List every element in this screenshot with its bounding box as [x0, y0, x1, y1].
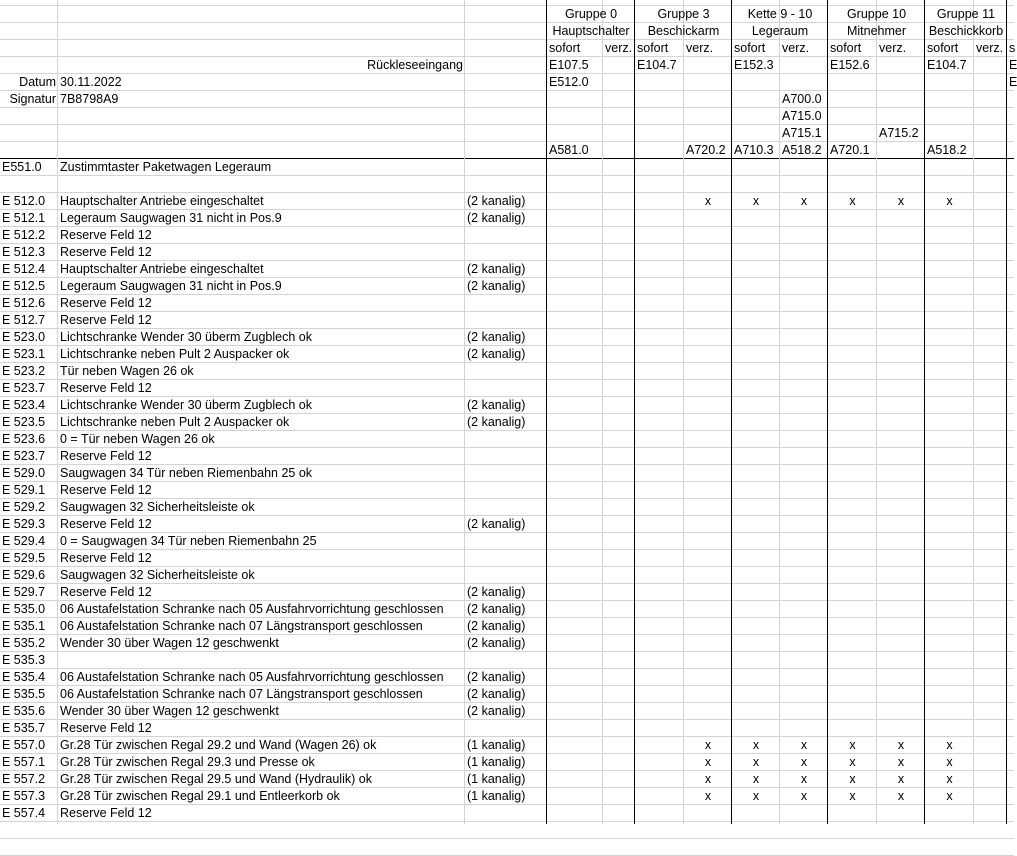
- signal-code[interactable]: E 523.1: [2, 347, 46, 361]
- check-mark[interactable]: x: [704, 755, 712, 769]
- check-mark[interactable]: x: [800, 789, 808, 803]
- signal-description[interactable]: Lichtschranke neben Pult 2 Auspacker ok: [60, 347, 290, 361]
- signal-description[interactable]: Saugwagen 32 Sicherheitsleiste ok: [60, 568, 255, 582]
- signal-description[interactable]: Zustimmtaster Paketwagen Legeraum: [60, 160, 272, 174]
- check-mark[interactable]: x: [897, 194, 905, 208]
- address-cell[interactable]: E104.7: [927, 58, 967, 72]
- address-cell[interactable]: E512.0: [549, 75, 589, 89]
- address-cell[interactable]: A715.0: [782, 109, 822, 123]
- check-mark[interactable]: x: [800, 772, 808, 786]
- signal-description[interactable]: 06 Austafelstation Schranke nach 07 Längstransport geschlossen: [60, 687, 423, 701]
- signal-code[interactable]: E 557.2: [2, 772, 46, 786]
- channel-info[interactable]: (2 kanalig): [467, 687, 526, 701]
- check-mark[interactable]: x: [897, 789, 905, 803]
- channel-info[interactable]: (2 kanalig): [467, 262, 526, 276]
- check-mark[interactable]: x: [946, 194, 953, 208]
- check-mark[interactable]: x: [849, 755, 856, 769]
- channel-info[interactable]: (1 kanalig): [467, 789, 526, 803]
- cut-off-cell[interactable]: E: [1009, 58, 1017, 72]
- signal-description[interactable]: Reserve Feld 12: [60, 449, 152, 463]
- channel-info[interactable]: (2 kanalig): [467, 619, 526, 633]
- address-cell[interactable]: A518.2: [782, 143, 822, 157]
- signal-description[interactable]: 0 = Saugwagen 34 Tür neben Riemenbahn 25: [60, 534, 317, 548]
- signal-code[interactable]: E 535.5: [2, 687, 46, 701]
- signal-code[interactable]: E 512.7: [2, 313, 46, 327]
- signal-code[interactable]: E 529.0: [2, 466, 46, 480]
- signal-code[interactable]: E 535.7: [2, 721, 46, 735]
- check-mark[interactable]: x: [849, 194, 856, 208]
- address-cell[interactable]: A715.1: [782, 126, 822, 140]
- signal-code[interactable]: E 535.3: [2, 653, 46, 667]
- signal-code[interactable]: E 557.3: [2, 789, 46, 803]
- ruecklese-label[interactable]: Rückleseeingang: [367, 58, 463, 72]
- signal-code[interactable]: E 535.0: [2, 602, 46, 616]
- signal-description[interactable]: Legeraum Saugwagen 31 nicht in Pos.9: [60, 211, 282, 225]
- channel-info[interactable]: (2 kanalig): [467, 194, 526, 208]
- signal-description[interactable]: 06 Austafelstation Schranke nach 05 Ausfahrvorrichtung geschlossen: [60, 670, 444, 684]
- sub-header-verz[interactable]: verz.: [686, 41, 714, 55]
- signal-code[interactable]: E 529.4: [2, 534, 46, 548]
- signal-description[interactable]: Gr.28 Tür zwischen Regal 29.3 und Presse ok: [60, 755, 315, 769]
- check-mark[interactable]: x: [800, 738, 808, 752]
- signal-description[interactable]: Reserve Feld 12: [60, 551, 152, 565]
- check-mark[interactable]: x: [946, 789, 953, 803]
- address-cell[interactable]: A715.2: [879, 126, 919, 140]
- signal-code[interactable]: E 535.2: [2, 636, 46, 650]
- channel-info[interactable]: (2 kanalig): [467, 602, 526, 616]
- check-mark[interactable]: x: [752, 772, 760, 786]
- signal-description[interactable]: Reserve Feld 12: [60, 517, 152, 531]
- sub-header-verz[interactable]: verz.: [782, 41, 810, 55]
- address-cell[interactable]: A720.1: [830, 143, 870, 157]
- signal-code[interactable]: E 523.6: [2, 432, 46, 446]
- sub-header-sofort[interactable]: sofort: [927, 41, 959, 55]
- channel-info[interactable]: (1 kanalig): [467, 738, 526, 752]
- signal-description[interactable]: Tür neben Wagen 26 ok: [60, 364, 194, 378]
- group-name[interactable]: Hauptschalter: [552, 24, 630, 38]
- group-border-line: [1006, 0, 1007, 824]
- signal-code[interactable]: E 557.1: [2, 755, 46, 769]
- check-mark[interactable]: x: [800, 194, 808, 208]
- signal-code[interactable]: E 512.5: [2, 279, 46, 293]
- channel-info[interactable]: (2 kanalig): [467, 398, 526, 412]
- group-name[interactable]: Beschickkorb: [928, 24, 1004, 38]
- sub-header-verz[interactable]: verz.: [879, 41, 907, 55]
- check-mark[interactable]: x: [800, 755, 808, 769]
- check-mark[interactable]: x: [849, 789, 856, 803]
- signal-code[interactable]: E 523.4: [2, 398, 46, 412]
- check-mark[interactable]: x: [897, 755, 905, 769]
- signal-description[interactable]: Lichtschranke neben Pult 2 Auspacker ok: [60, 415, 290, 429]
- signal-description[interactable]: Hauptschalter Antriebe eingeschaltet: [60, 194, 264, 208]
- group-title[interactable]: Gruppe 10: [846, 7, 907, 21]
- signal-code[interactable]: E 557.0: [2, 738, 46, 752]
- check-mark[interactable]: x: [704, 194, 712, 208]
- signal-description[interactable]: Reserve Feld 12: [60, 721, 152, 735]
- channel-info[interactable]: (2 kanalig): [467, 347, 526, 361]
- grid-col-line: [57, 0, 58, 824]
- address-cell[interactable]: E152.6: [830, 58, 870, 72]
- channel-info[interactable]: (1 kanalig): [467, 772, 526, 786]
- channel-info[interactable]: (2 kanalig): [467, 415, 526, 429]
- address-cell[interactable]: E107.5: [549, 58, 589, 72]
- check-mark[interactable]: x: [849, 738, 856, 752]
- grid-col-line: [779, 0, 780, 824]
- address-cell[interactable]: E104.7: [637, 58, 677, 72]
- signal-description[interactable]: Reserve Feld 12: [60, 313, 152, 327]
- signal-description[interactable]: Gr.28 Tür zwischen Regal 29.1 und Entleerkorb ok: [60, 789, 340, 803]
- signal-description[interactable]: Reserve Feld 12: [60, 585, 152, 599]
- datum-label[interactable]: Datum: [19, 75, 56, 89]
- check-mark[interactable]: x: [752, 738, 760, 752]
- group-name[interactable]: Mitnehmer: [846, 24, 907, 38]
- grid-col-line: [876, 0, 877, 824]
- signal-description[interactable]: Saugwagen 32 Sicherheitsleiste ok: [60, 500, 255, 514]
- sub-header-verz[interactable]: verz.: [605, 41, 633, 55]
- signal-description[interactable]: Legeraum Saugwagen 31 nicht in Pos.9: [60, 279, 282, 293]
- check-mark[interactable]: x: [946, 755, 953, 769]
- group-title[interactable]: Gruppe 11: [936, 7, 996, 21]
- group-border-line: [546, 0, 547, 824]
- signal-code[interactable]: E 512.6: [2, 296, 46, 310]
- sub-header-sofort[interactable]: sofort: [549, 41, 581, 55]
- signal-code[interactable]: E551.0: [2, 160, 42, 174]
- group-title[interactable]: Kette 9 - 10: [747, 7, 813, 21]
- channel-info[interactable]: (2 kanalig): [467, 279, 526, 293]
- signal-description[interactable]: Reserve Feld 12: [60, 483, 152, 497]
- grid-col-line: [464, 0, 465, 824]
- signal-description[interactable]: Lichtschranke Wender 30 überm Zugblech ok: [60, 330, 312, 344]
- signal-code[interactable]: E 535.1: [2, 619, 46, 633]
- signal-code[interactable]: E 529.1: [2, 483, 46, 497]
- address-cell[interactable]: A581.0: [549, 143, 589, 157]
- signal-code[interactable]: E 523.7: [2, 381, 46, 395]
- grid-row-line: [0, 838, 1014, 839]
- signal-code[interactable]: E 523.0: [2, 330, 46, 344]
- signal-description[interactable]: Wender 30 über Wagen 12 geschwenkt: [60, 704, 279, 718]
- signal-description[interactable]: Gr.28 Tür zwischen Regal 29.5 und Wand (Hydraulik) ok: [60, 772, 372, 786]
- check-mark[interactable]: x: [897, 772, 905, 786]
- address-cell[interactable]: A720.2: [686, 143, 726, 157]
- signal-description[interactable]: Reserve Feld 12: [60, 381, 152, 395]
- group-border-line: [924, 0, 925, 824]
- signal-code[interactable]: E 523.5: [2, 415, 46, 429]
- signal-description[interactable]: Reserve Feld 12: [60, 245, 152, 259]
- signal-code[interactable]: E 512.3: [2, 245, 46, 259]
- signal-code[interactable]: E 529.5: [2, 551, 46, 565]
- signal-code[interactable]: E 557.4: [2, 806, 46, 820]
- signal-description[interactable]: Reserve Feld 12: [60, 806, 152, 820]
- signal-description[interactable]: 06 Austafelstation Schranke nach 07 Längstransport geschlossen: [60, 619, 423, 633]
- grid-col-line: [683, 0, 684, 824]
- channel-info[interactable]: (2 kanalig): [467, 517, 526, 531]
- group-title[interactable]: Gruppe 0: [564, 7, 618, 21]
- signal-description[interactable]: Hauptschalter Antriebe eingeschaltet: [60, 262, 264, 276]
- signal-code[interactable]: E 512.4: [2, 262, 46, 276]
- grid-col-line: [973, 0, 974, 824]
- channel-info[interactable]: (2 kanalig): [467, 670, 526, 684]
- address-cell[interactable]: E152.3: [734, 58, 774, 72]
- check-mark[interactable]: x: [704, 789, 712, 803]
- signal-description[interactable]: Reserve Feld 12: [60, 228, 152, 242]
- signal-code[interactable]: E 535.6: [2, 704, 46, 718]
- signal-description[interactable]: Gr.28 Tür zwischen Regal 29.2 und Wand (Wagen 26) ok: [60, 738, 377, 752]
- channel-info[interactable]: (1 kanalig): [467, 755, 526, 769]
- signatur-value[interactable]: 7B8798A9: [60, 92, 119, 106]
- group-border-line: [731, 0, 732, 824]
- sub-header-sofort[interactable]: sofort: [830, 41, 862, 55]
- signal-description[interactable]: 06 Austafelstation Schranke nach 05 Ausfahrvorrichtung geschlossen: [60, 602, 444, 616]
- signal-code[interactable]: E 529.6: [2, 568, 46, 582]
- signal-code[interactable]: E 512.0: [2, 194, 46, 208]
- address-cell[interactable]: A518.2: [927, 143, 967, 157]
- grid-row-line: [0, 124, 1014, 125]
- channel-info[interactable]: (2 kanalig): [467, 636, 526, 650]
- signatur-label[interactable]: Signatur: [9, 92, 56, 106]
- datum-value[interactable]: 30.11.2022: [60, 75, 122, 89]
- group-border-line: [634, 0, 635, 824]
- group-border-line: [827, 0, 828, 824]
- signal-description[interactable]: Saugwagen 34 Tür neben Riemenbahn 25 ok: [60, 466, 313, 480]
- group-name[interactable]: Legeraum: [751, 24, 809, 38]
- channel-info[interactable]: (2 kanalig): [467, 211, 526, 225]
- signal-code[interactable]: E 523.2: [2, 364, 46, 378]
- check-mark[interactable]: x: [752, 755, 760, 769]
- signal-description[interactable]: 0 = Tür neben Wagen 26 ok: [60, 432, 215, 446]
- signal-description[interactable]: Wender 30 über Wagen 12 geschwenkt: [60, 636, 279, 650]
- signal-code[interactable]: E 529.2: [2, 500, 46, 514]
- check-mark[interactable]: x: [849, 772, 856, 786]
- signal-code[interactable]: E 512.2: [2, 228, 46, 242]
- address-cell[interactable]: A710.3: [734, 143, 774, 157]
- cut-off-cell[interactable]: s: [1009, 41, 1016, 55]
- check-mark[interactable]: x: [752, 789, 760, 803]
- check-mark[interactable]: x: [897, 738, 905, 752]
- sub-header-verz[interactable]: verz.: [976, 41, 1004, 55]
- channel-info[interactable]: (2 kanalig): [467, 330, 526, 344]
- group-title[interactable]: Gruppe 3: [657, 7, 710, 21]
- sub-header-sofort[interactable]: sofort: [637, 41, 669, 55]
- check-mark[interactable]: x: [946, 738, 953, 752]
- signal-description[interactable]: Lichtschranke Wender 30 überm Zugblech ok: [60, 398, 312, 412]
- check-mark[interactable]: x: [704, 772, 712, 786]
- sub-header-sofort[interactable]: sofort: [734, 41, 766, 55]
- signal-code[interactable]: E 529.7: [2, 585, 46, 599]
- channel-info[interactable]: (2 kanalig): [467, 585, 526, 599]
- signal-code[interactable]: E 535.4: [2, 670, 46, 684]
- signal-code[interactable]: E 523.7: [2, 449, 46, 463]
- cut-off-cell[interactable]: E: [1009, 75, 1017, 89]
- group-name[interactable]: Beschickarm: [647, 24, 720, 38]
- check-mark[interactable]: x: [704, 738, 712, 752]
- channel-info[interactable]: (2 kanalig): [467, 704, 526, 718]
- signal-code[interactable]: E 529.3: [2, 517, 46, 531]
- signal-code[interactable]: E 512.1: [2, 211, 46, 225]
- grid-col-line: [602, 0, 603, 824]
- check-mark[interactable]: x: [946, 772, 953, 786]
- signal-description[interactable]: Reserve Feld 12: [60, 296, 152, 310]
- check-mark[interactable]: x: [752, 194, 760, 208]
- address-cell[interactable]: A700.0: [782, 92, 822, 106]
